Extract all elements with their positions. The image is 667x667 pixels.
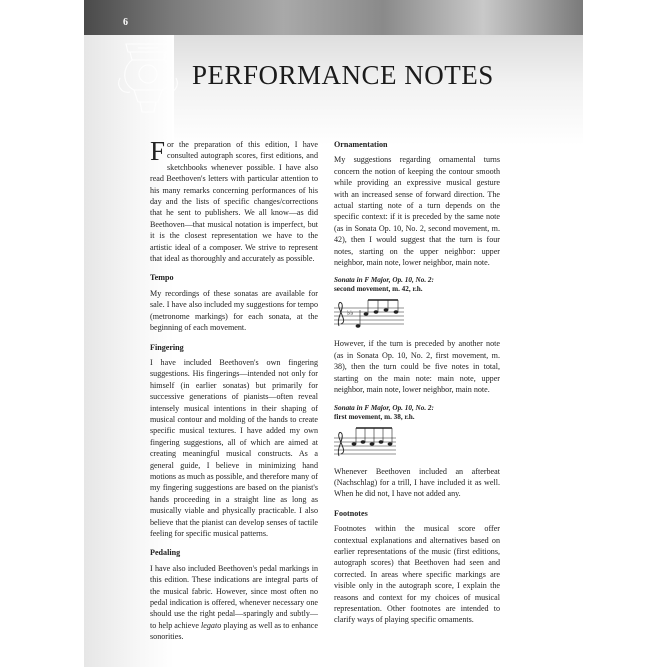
left-column [150, 136, 318, 651]
page-title: PERFORMANCE NOTES [192, 60, 494, 90]
music-example-1-icon [334, 296, 404, 330]
example-2-subtitle: first movement, m. 38, r.h. [334, 412, 415, 421]
footnotes-heading: Footnotes [334, 508, 368, 518]
page [84, 0, 583, 667]
intro-paragraph [150, 136, 318, 264]
fingering-paragraph: I have included Beethoven's own fingering suggestions. His fingerings—intended not only for himself (in earlier sonatas) but primarily for successive generations of pianists—often reveal intensely musical intentions in their shaping of musical contour and molding of the hands to create specific musical textures. I have added my own fingering suggestions, all of which are aimed at creating meaningful musical constructs. As a general guide, I believe in minimizing hand motions as much as possible, and therefore many of my fingering suggestions are based on the pianist's hands proceeding in a straight line as long as musically viable and physically practicable. I also believe that the pianist can develop senses of tactile feeling for specific musical patterns. [150, 357, 318, 538]
drop-cap: F [150, 136, 166, 166]
pedaling-text-a: I have also included Beethoven's pedal markings in this edition. These indications are integral parts of the musical fabric. However, since most often no pedal indication is offered, whenever necessary one should use the right pedal—sparingly and subtly—to help achieve [150, 563, 318, 630]
intro-text: or the preparation of this edition, I have consulted autograph scores, first editions, and sketchbooks whenever possible. I have also read Beethoven's letters with particular attention to his many remarks concerning performances of his day and the lists of specific changes/corrections that he sent to publishers. We all know—as did Beethoven—that musical notation is imperfect, but it is the closest representation we have to the artistic ideal of a composer. We strive to represent that ideal as thoroughly and accurately as possible. [150, 140, 318, 264]
header-band [84, 0, 583, 35]
ornamentation-heading: Ornamentation [334, 140, 388, 149]
page-number: 6 [123, 17, 128, 28]
fingering-heading: Fingering [150, 342, 184, 352]
pedaling-paragraph [150, 563, 318, 643]
example-1-caption [334, 276, 500, 294]
tempo-heading: Tempo [150, 273, 174, 283]
example-1-subtitle: second movement, m. 42, r.h. [334, 285, 423, 294]
legato-term: legato [201, 620, 222, 630]
example-1-title: Sonata in F Major, Op. 10, No. 2: [334, 276, 434, 285]
footnotes-paragraph: Footnotes within the musical score offer contextual explanations and alternatives based on earlier representations of the music (first editions, autograph scores) that Beethoven had seen and corrected. In areas where specific markings are visible only in the autograph score, I explain the reasons and context for my choices of musical representation. Other footnotes are intended to clarify ways of playing specific ornaments. [334, 524, 500, 625]
right-column [334, 139, 500, 634]
afterbeat-paragraph: Whenever Beethoven included an afterbeat (Nachschlag) for a trill, I have included it as well. When he did not, I have not added any. [334, 466, 500, 499]
turn-paragraph: However, if the turn is preceded by another note (as in Sonata Op. 10, No. 2, first movement, m. 38), then the turn could be five notes in total, starting on the main note: main note, upper neighbor, main note, lower neighbor, main note. [334, 339, 500, 395]
crest-watermark-icon [112, 38, 184, 118]
example-2-title: Sonata in F Major, Op. 10, No. 2: [334, 403, 434, 412]
pedaling-text-b: playing as well as to enhance sonorities. [150, 620, 318, 642]
tempo-paragraph: My recordings of these sonatas are available for sale. I have also included my suggestions for tempo (metronome markings) for each sonata, at the beginning of each movement. [150, 288, 318, 333]
pedaling-heading: Pedaling [150, 548, 181, 558]
svg-text:♭♭: ♭♭ [347, 309, 354, 318]
ornamentation-paragraph: My suggestions regarding ornamental turns concern the notion of keeping the contour smooth while providing an expressive musical gesture with an increased sense of forward direction. The actual starting note of a turn depends on the specific context: if it is preceded by the same note (as in Sonata Op. 10, No. 2, second movement, m. 42), then I would suggest that the turn is four notes, starting on the upper neighbor: upper neighbor, main note, lower neighbor, main note. [334, 155, 500, 268]
example-2-caption [334, 404, 500, 422]
music-example-2-icon [334, 424, 396, 458]
